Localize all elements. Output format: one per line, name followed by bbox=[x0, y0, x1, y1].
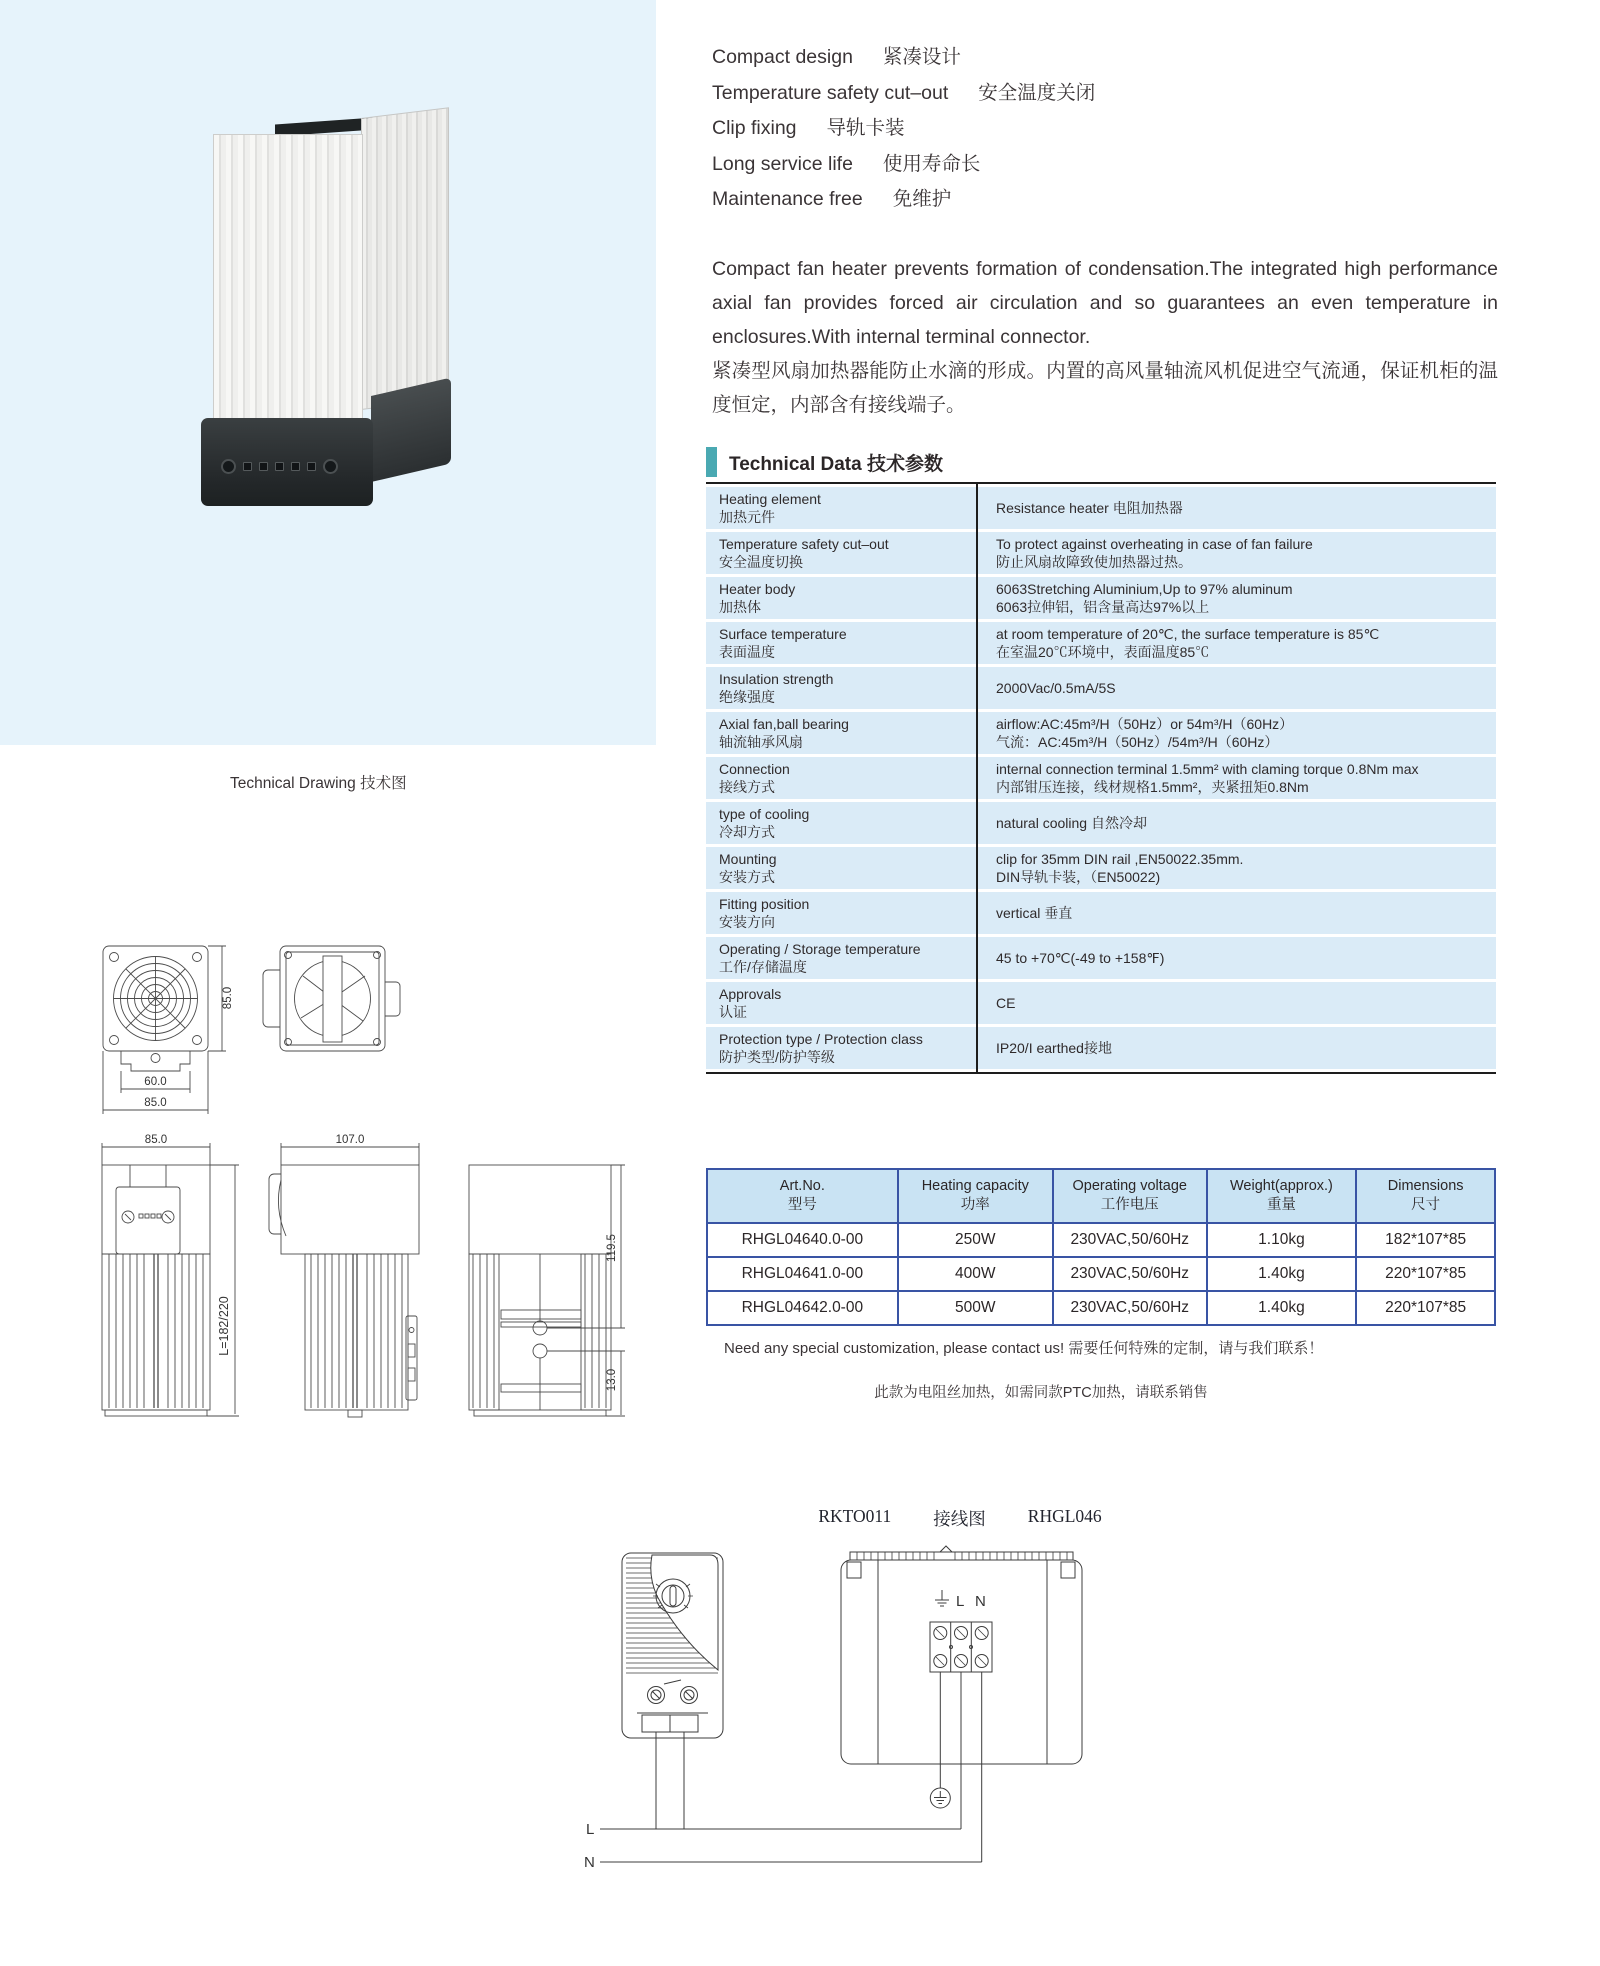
tech-row-heating-element bbox=[706, 487, 1496, 529]
tech-label-en: Operating / Storage temperature bbox=[719, 941, 921, 957]
order-table-header-row bbox=[707, 1169, 1495, 1223]
aluminum-fins-front bbox=[213, 134, 363, 428]
tech-label-zh: 加热元件 bbox=[719, 509, 775, 525]
tech-label-zh: 安装方向 bbox=[719, 914, 775, 930]
col-art-no: Art.No. 型号 bbox=[707, 1169, 898, 1223]
technical-drawing-caption: Technical Drawing 技术图 bbox=[230, 775, 407, 792]
table-column-divider bbox=[976, 484, 978, 1072]
description-zh: 紧凑型风扇加热器能防止水滴的形成。内置的高风量轴流风机促进空气流通，保证机柜的温度恒定，内部含有接线端子。 bbox=[712, 360, 1498, 416]
dimensions: 182*107*85 bbox=[1356, 1223, 1495, 1257]
col-dimensions: Dimensions 尺寸 bbox=[1356, 1169, 1495, 1223]
feature-zh: 导轨卡装 bbox=[826, 117, 905, 139]
tech-label-en: Axial fan,ball bearing bbox=[719, 716, 849, 732]
art-no: RHGL04642.0-00 bbox=[707, 1291, 898, 1325]
tech-data-table bbox=[706, 482, 1496, 1074]
vent-slot bbox=[291, 462, 300, 471]
tech-value-en: 45 to +70℃(-49 to +158℉) bbox=[996, 950, 1165, 966]
dimensions: 220*107*85 bbox=[1356, 1257, 1495, 1291]
art-no: RHGL04640.0-00 bbox=[707, 1223, 898, 1257]
feature-item bbox=[712, 111, 1095, 147]
base-screw-right bbox=[323, 459, 338, 474]
tech-row-approvals bbox=[706, 982, 1496, 1024]
wiring-model-right: RHGL046 bbox=[1027, 1506, 1102, 1526]
art-no: RHGL04641.0-00 bbox=[707, 1257, 898, 1291]
feature-zh: 紧凑设计 bbox=[882, 46, 961, 68]
tech-label-zh: 安全温度切换 bbox=[719, 554, 803, 570]
tech-label-en: Surface temperature bbox=[719, 626, 847, 642]
tech-value-en: Resistance heater 电阻加热器 bbox=[996, 500, 1183, 516]
tech-value-en: CE bbox=[996, 995, 1016, 1011]
tech-value-en: 6063Stretching Aluminium,Up to 97% aluminum bbox=[996, 581, 1293, 597]
tech-label-en: Approvals bbox=[719, 986, 782, 1002]
terminal-block bbox=[930, 1622, 992, 1672]
dim-hole-gap: 13.0 bbox=[606, 1368, 618, 1392]
vent-slot bbox=[259, 462, 268, 471]
tech-row-operating-temperature bbox=[706, 937, 1496, 979]
earth-ground-icon bbox=[935, 1590, 949, 1606]
drawing-front-view bbox=[103, 946, 226, 1114]
dim-body-width: 85.0 bbox=[144, 1134, 168, 1146]
tech-value-en: IP20/I earthed接地 bbox=[996, 1040, 1112, 1056]
tech-row-protection bbox=[706, 1027, 1496, 1069]
weight: 1.10kg bbox=[1207, 1223, 1357, 1257]
section-accent-bar bbox=[706, 447, 717, 477]
description-en: Compact fan heater prevents formation of condensation.The integrated high performance axial fan provides forced air circulation and so guarantees an even temperature in enclosures.With internal terminal connector. bbox=[712, 258, 1498, 348]
tech-row-insulation-strength bbox=[706, 667, 1496, 709]
line-label-l: L bbox=[586, 1821, 595, 1838]
tech-value-en: airflow:AC:45m³/H（50Hz）or 54m³/H（60Hz） bbox=[996, 716, 1294, 732]
dim-body-depth: 107.0 bbox=[335, 1134, 365, 1146]
terminal-label-n: N bbox=[975, 1593, 986, 1610]
product-photo-panel bbox=[0, 0, 656, 745]
earth-terminal-symbol bbox=[930, 1672, 950, 1808]
feature-item bbox=[712, 76, 1095, 112]
tech-value-zh: 防止风扇故障致使加热器过热。 bbox=[996, 554, 1192, 570]
tech-data-section-header bbox=[706, 446, 943, 478]
wiring-model-left: RKTO011 bbox=[818, 1506, 892, 1526]
tech-value-en: To protect against overheating in case of fan failure bbox=[996, 536, 1313, 552]
weight: 1.40kg bbox=[1207, 1291, 1357, 1325]
feature-item bbox=[712, 182, 1095, 218]
wiring-diagram-title bbox=[700, 1506, 1220, 1531]
capacity: 250W bbox=[898, 1223, 1053, 1257]
vent-slot bbox=[275, 462, 284, 471]
feature-en: Maintenance free bbox=[712, 188, 863, 210]
weight: 1.40kg bbox=[1207, 1257, 1357, 1291]
dim-rail-offset: 119.5 bbox=[606, 1234, 618, 1262]
technical-drawings bbox=[75, 918, 630, 1425]
base-screw-left bbox=[221, 459, 236, 474]
feature-item bbox=[712, 40, 1095, 76]
tech-label-zh: 工作/存储温度 bbox=[719, 959, 807, 975]
feature-list bbox=[712, 40, 1095, 218]
tech-label-en: Mounting bbox=[719, 851, 777, 867]
tech-label-zh: 轴流轴承风扇 bbox=[719, 734, 803, 750]
tech-row-mounting bbox=[706, 847, 1496, 889]
tech-label-en: Connection bbox=[719, 761, 790, 777]
tech-label-en: Temperature safety cut–out bbox=[719, 536, 889, 552]
aluminum-fins-side bbox=[361, 107, 449, 410]
feature-zh: 免维护 bbox=[892, 188, 952, 210]
tech-value-zh: 气流：AC:45m³/H（50Hz）/54m³/H（60Hz） bbox=[996, 734, 1279, 750]
tech-label-zh: 绝缘强度 bbox=[719, 689, 775, 705]
order-row bbox=[707, 1223, 1495, 1257]
dim-clip-width: 60.0 bbox=[144, 1076, 167, 1088]
dimensions: 220*107*85 bbox=[1356, 1291, 1495, 1325]
col-heating-capacity: Heating capacity 功率 bbox=[898, 1169, 1053, 1223]
wiring-diagram bbox=[560, 1542, 1120, 1966]
tech-value-zh: DIN导轨卡装，（EN50022) bbox=[996, 869, 1161, 885]
col-operating-voltage: Operating voltage 工作电压 bbox=[1053, 1169, 1207, 1223]
capacity: 500W bbox=[898, 1291, 1053, 1325]
tech-value-zh: 在室温20℃环境中，表面温度85℃ bbox=[996, 644, 1210, 660]
tech-row-heater-body bbox=[706, 577, 1496, 619]
order-row bbox=[707, 1291, 1495, 1325]
tech-value-zh: 6063拉伸铝，铝含量高达97%以上 bbox=[996, 599, 1210, 615]
voltage: 230VAC,50/60Hz bbox=[1053, 1223, 1207, 1257]
tech-row-cooling-type bbox=[706, 802, 1496, 844]
tech-row-surface-temperature bbox=[706, 622, 1496, 664]
feature-en: Temperature safety cut–out bbox=[712, 81, 949, 104]
tech-label-en: Protection type / Protection class bbox=[719, 1031, 923, 1047]
col-weight: Weight(approx.) 重量 bbox=[1207, 1169, 1357, 1223]
tech-label-zh: 防护类型/防护等级 bbox=[719, 1049, 835, 1065]
ptc-note: 此款为电阻丝加热，如需同款PTC加热，请联系销售 bbox=[874, 1385, 1208, 1401]
tech-row-fitting-position bbox=[706, 892, 1496, 934]
tech-label-zh: 认证 bbox=[719, 1004, 747, 1020]
tech-value-en: at room temperature of 20℃, the surface temperature is 85℃ bbox=[996, 626, 1380, 642]
vent-slot bbox=[243, 462, 252, 471]
feature-zh: 安全温度关闭 bbox=[978, 81, 1096, 104]
tech-label-en: Heating element bbox=[719, 491, 821, 507]
order-row bbox=[707, 1257, 1495, 1291]
product-description bbox=[712, 252, 1498, 422]
order-table bbox=[706, 1168, 1496, 1326]
tech-value-en: natural cooling 自然冷却 bbox=[996, 815, 1147, 831]
drawing-rear-view bbox=[263, 946, 400, 1051]
capacity: 400W bbox=[898, 1257, 1053, 1291]
tech-value-en: internal connection terminal 1.5mm² with claming torque 0.8Nm max bbox=[996, 761, 1419, 777]
tech-row-connection bbox=[706, 757, 1496, 799]
tech-label-zh: 表面温度 bbox=[719, 644, 775, 660]
wire-lines bbox=[600, 1672, 982, 1862]
plastic-base-side bbox=[371, 378, 451, 482]
dim-front-height: 85.0 bbox=[222, 986, 234, 1010]
thermostat-device bbox=[622, 1553, 723, 1738]
dim-body-length: L=182/220 bbox=[217, 1296, 231, 1356]
voltage: 230VAC,50/60Hz bbox=[1053, 1257, 1207, 1291]
feature-en: Long service life bbox=[712, 152, 853, 175]
tech-label-zh: 接线方式 bbox=[719, 779, 775, 795]
base-terminal-slots bbox=[221, 460, 353, 472]
customization-note: Need any special customization, please contact us! 需要任何特殊的定制，请与我们联系！ bbox=[724, 1340, 1324, 1357]
tech-value-en: 2000Vac/0.5mA/5S bbox=[996, 680, 1116, 696]
tech-value-en: vertical 垂直 bbox=[996, 905, 1073, 921]
wiring-caption: 接线图 bbox=[933, 1509, 986, 1529]
feature-item bbox=[712, 147, 1095, 183]
drawing-side-view-length bbox=[102, 1143, 239, 1416]
dim-front-width: 85.0 bbox=[144, 1097, 167, 1109]
tech-row-safety-cutout bbox=[706, 532, 1496, 574]
drawing-rear-elevation bbox=[469, 1165, 625, 1416]
tech-label-zh: 安装方式 bbox=[719, 869, 775, 885]
section-title: Technical Data 技术参数 bbox=[729, 453, 943, 475]
tech-label-en: Insulation strength bbox=[719, 671, 834, 687]
drawing-side-view-depth bbox=[269, 1143, 419, 1417]
tech-value-zh: 内部钳压连接，线材规格1.5mm²，夹紧扭矩0.8Nm bbox=[996, 779, 1309, 795]
feature-en: Clip fixing bbox=[712, 117, 797, 139]
product-photo bbox=[213, 118, 453, 510]
feature-en: Compact design bbox=[712, 46, 853, 68]
line-label-n: N bbox=[584, 1854, 595, 1871]
tech-label-zh: 加热体 bbox=[719, 599, 761, 615]
tech-label-en: type of cooling bbox=[719, 806, 810, 822]
tech-label-en: Heater body bbox=[719, 581, 796, 597]
tech-label-en: Fitting position bbox=[719, 896, 810, 912]
feature-zh: 使用寿命长 bbox=[882, 152, 981, 175]
tech-row-axial-fan bbox=[706, 712, 1496, 754]
vent-slot bbox=[307, 462, 316, 471]
terminal-label-l: L bbox=[956, 1593, 965, 1610]
tech-label-zh: 冷却方式 bbox=[719, 824, 775, 840]
tech-value-en: clip for 35mm DIN rail ,EN50022.35mm. bbox=[996, 851, 1244, 867]
voltage: 230VAC,50/60Hz bbox=[1053, 1291, 1207, 1325]
